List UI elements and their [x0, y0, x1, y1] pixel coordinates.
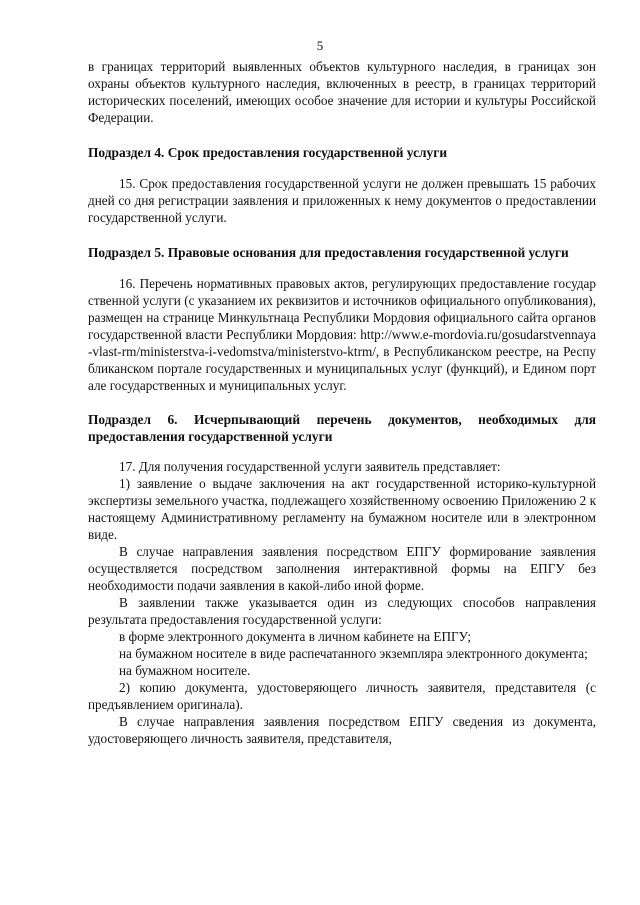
method-electronic: в форме электронного документа в личном кабинете на ЕПГУ;	[119, 629, 472, 644]
subsection-5-heading: Подраздел 5. Правовые основания для предоставления государственной услуги	[88, 245, 569, 260]
result-methods-paragraph: В заявлении также указывается один из следующих способов направления результата предоставления государственной услуги:	[88, 595, 596, 627]
item-2-identity-copy: 2) копию документа, удостоверяющего личность заявителя, представителя (с предъявлением оригинала).	[88, 680, 596, 712]
method-paper: на бумажном носителе.	[119, 663, 251, 678]
paragraph-15: 15. Срок предоставления государственной услуги не должен превышать 15 рабочих дней со дня регистрации заявления и приложенных к нему документов о предоставлении государственной услуги.	[88, 176, 596, 225]
page-number: 5	[316, 38, 324, 53]
subsection-6-heading: Подраздел 6. Исчерпывающий перечень документов, необходимых для предоставления государственной услуги	[88, 412, 596, 444]
method-printed-electronic: на бумажном носителе в виде распечатанного экземпляра электронного документа;	[119, 646, 588, 661]
subsection-4-heading: Подраздел 4. Срок предоставления государственной услуги	[88, 145, 448, 160]
intro-paragraph: в границах территорий выявленных объектов культурного наследия, в границах зон охраны объектов культурного наследия, включенных в реестр, в границах территорий исторических поселений, имеющих особое значение для истории и культуры Российской Федерации.	[88, 59, 596, 125]
epgu-form-paragraph: В случае направления заявления посредством ЕПГУ формирование заявления осуществляется посредством заполнения интерактивной формы на ЕПГУ без необходимости подачи заявления в какой-либо иной форме.	[88, 544, 596, 593]
paragraph-17: 17. Для получения государственной услуги заявитель представляет:	[119, 459, 501, 474]
page-content	[88, 58, 596, 747]
paragraph-16: 16. Перечень нормативных правовых актов, регулирующих предоставление государственной услуги (с указанием их реквизитов и источников официального опубликования), размещен на странице Минкультнаца Республики Мордовия официального сайта органов государственной власти Республики Мордовия: http://www.e-mordovia.ru/gosudarstvennaya-vlast-rm/ministerstva-i-vedomstva/ministerstvo-ktrm/, в Республиканском реестре, на Республиканском портале государственных и муниципальных услуг (функций), и Едином портале государственных и муниципальных услуг.	[88, 276, 596, 393]
item-1-application: 1) заявление о выдаче заключения на акт государственной историко-культурной экспертизы земельного участка, подлежащего хозяйственному освоению Приложению 2 к настоящему Административному регламенту на бумажном носителе или в электронном виде.	[88, 476, 596, 542]
epgu-identity-paragraph: В случае направления заявления посредством ЕПГУ сведения из документа, удостоверяющего личность заявителя, представителя,	[88, 714, 596, 746]
